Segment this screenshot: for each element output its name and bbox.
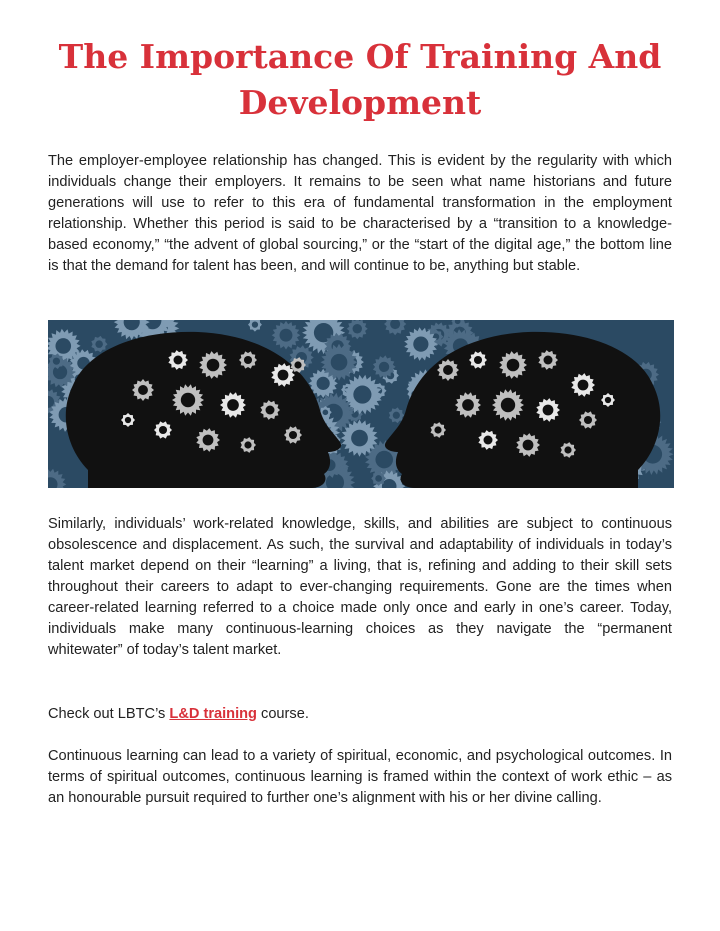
cta-line [48,704,672,725]
head-gear-hub [174,356,183,365]
bg-gear-hub [331,354,348,371]
bg-gear-hub [252,321,258,327]
bg-gear-hub [353,324,362,333]
bg-gear-hub [351,430,368,447]
head-gear-hub [181,393,195,407]
head-gear-hub [207,359,220,372]
paragraph-intro: The employer-employee relationship has changed. This is evident by the regularity with which individuals change their employers. It remains to be seen what name historians and future generations will use to refer to this era of fundamental transformation in the employment relationship. Whether this period is said to be characterised by a “transition to a knowledge-based economy,” “the advent of global sourcing,” or the “start of the digital age,” the bottom line is that the demand for talent has been, and will continue to be, anything but stable. [48,153,672,274]
cta-text-after: course. [256,706,309,722]
bg-gear-hub [413,336,428,351]
head-gear-hub [578,380,589,391]
head-gear-hub [523,440,534,451]
head-gear [121,413,135,427]
head-gear-hub [543,405,554,416]
head-gear-hub [138,385,148,395]
bg-gear-hub [280,329,293,342]
head-gear-hub [244,441,251,448]
head-gear-hub [125,417,131,423]
head-gear-hub [462,399,474,411]
head-gear [601,393,615,407]
gears-heads-image [48,320,674,488]
bg-gear-hub [55,338,71,354]
bg-gear [371,471,386,486]
head-gear-hub [434,426,441,433]
head-gear-hub [474,356,482,364]
head-gear-hub [507,359,520,372]
head-gear-hub [227,399,239,411]
head-gear-hub [244,356,252,364]
bg-gear [272,321,301,350]
head-gear-hub [564,446,571,453]
cta-text-before: Check out LBTC’s [48,706,170,722]
bg-gear-hub [353,386,371,404]
bg-gear-hub [379,362,389,372]
head-gear-hub [289,431,297,439]
head-gear-hub [159,426,167,434]
head-gear-hub [484,436,493,445]
bg-gear-hub [53,358,60,365]
head-gear-hub [278,370,289,381]
head-gear-hub [605,397,611,403]
bg-gear-hub [317,377,330,390]
bg-gear-hub [375,451,393,469]
gears-illustration [48,320,674,488]
ld-training-link[interactable]: L&D training [169,706,257,722]
bg-gear-hub [323,409,329,415]
head-gear-hub [501,398,515,412]
paragraph-outcomes: Continuous learning can lead to a variety of spiritual, economic, and psychological outcomes. In terms of spiritual outcomes, continuous learning is framed within the context of work ethic – as an honourable pursuit required to further one’s alignment with his or her divine calling. [48,748,672,806]
bg-gear-hub [375,475,382,482]
page-title: The Importance Of Training And Development [58,37,662,122]
head-gear-hub [443,365,453,375]
bg-gear-hub [95,340,103,348]
head-gear-hub [203,435,214,446]
head-gear-hub [544,356,553,365]
head-gear-hub [266,406,275,415]
head-gear-hub [584,416,592,424]
head-gear-hub [294,361,301,368]
paragraph-obsolescence: Similarly, individuals’ work-related knowledge, skills, and abilities are subject to continuous obsolescence and displacement. As such, the survival and adaptability of individuals in today’s talent market depend on their “learning” a living, that is, refining and adding to their skill sets throughout their careers to adapt to ever-changing requirements. Gone are the times when career-related learning referred to a choice made only once and early in one’s career. Today, individuals make many continuous-learning choices as they navigate the “permanent whitewater” of today’s talent market. [48,516,672,658]
bg-gear-hub [393,412,400,419]
